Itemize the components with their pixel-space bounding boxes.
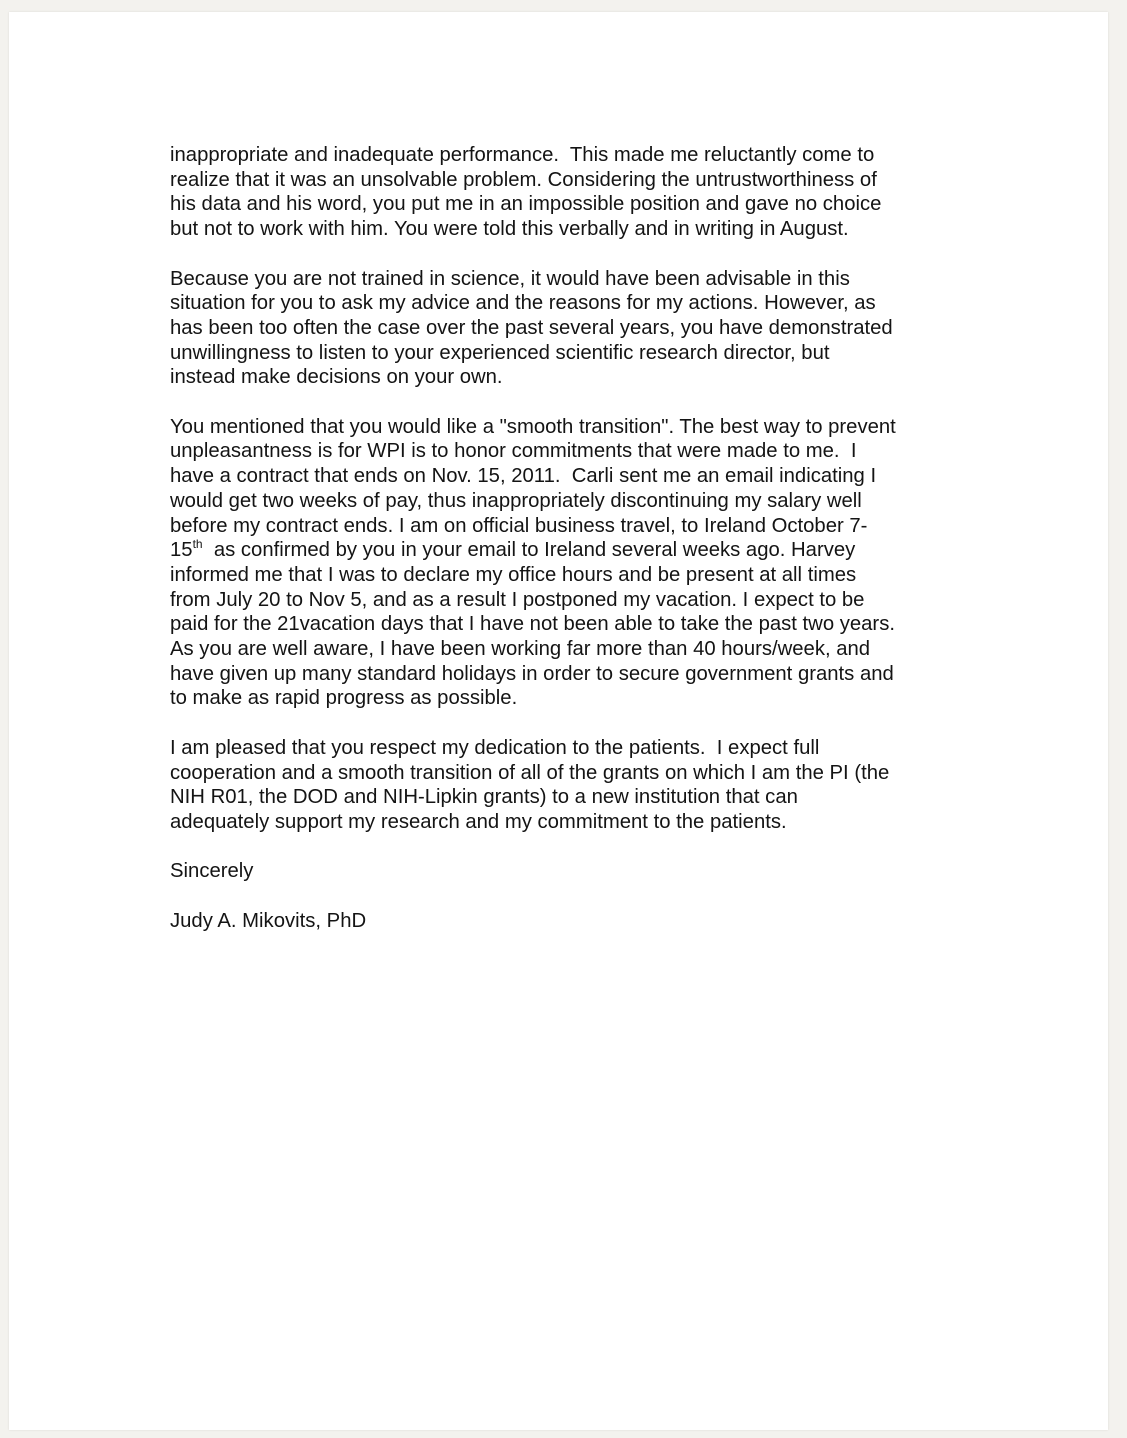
text-line xyxy=(170,538,970,563)
text-line: You mentioned that you would like a "smooth transition". The best way to prevent xyxy=(170,415,896,438)
text-line: paid for the 21vacation days that I have not been able to take the past two years. xyxy=(170,613,895,636)
text-line: As you are well aware, I have been working far more than 40 hours/week, and xyxy=(170,638,871,661)
text-line: would get two weeks of pay, thus inappropriately discontinuing my salary well xyxy=(170,489,862,512)
letter-body xyxy=(170,143,970,958)
text-line: I am pleased that you respect my dedication to the patients. I expect full xyxy=(170,736,820,759)
signature-name: Judy A. Mikovits, PhD xyxy=(170,909,367,932)
text-line: unwillingness to listen to your experienced scientific research director, but xyxy=(170,341,830,364)
text-line: his data and his word, you put me in an impossible position and gave no choice xyxy=(170,193,882,216)
paragraph-performance xyxy=(170,143,970,242)
text-line: realize that it was an unsolvable problem. Considering the untrustworthiness of xyxy=(170,168,877,191)
text-line: informed me that I was to declare my office hours and be present at all times xyxy=(170,563,857,586)
text-line: inappropriate and inadequate performance. This made me reluctantly come to xyxy=(170,144,875,166)
paragraph-smooth-transition xyxy=(170,415,970,711)
text-line: to make as rapid progress as possible. xyxy=(170,687,518,710)
text-line: NIH R01, the DOD and NIH-Lipkin grants) to a new institution that can xyxy=(170,786,798,809)
closing xyxy=(170,859,970,884)
ordinal-suffix: th xyxy=(192,537,203,552)
paragraph-grants xyxy=(170,736,970,835)
text-line: have a contract that ends on Nov. 15, 2011. Carli sent me an email indicating I xyxy=(170,465,877,488)
text-line: have given up many standard holidays in order to secure government grants and xyxy=(170,662,894,685)
text-line: unpleasantness is for WPI is to honor commitments that were made to me. I xyxy=(170,440,857,463)
signature xyxy=(170,909,970,934)
date-number: 15 xyxy=(170,539,193,562)
text-line-rest: as confirmed by you in your email to Ireland several weeks ago. Harvey xyxy=(202,539,856,562)
text-line: adequately support my research and my commitment to the patients. xyxy=(170,810,787,833)
text-line: cooperation and a smooth transition of all of the grants on which I am the PI (the xyxy=(170,761,890,784)
closing-text: Sincerely xyxy=(170,860,254,883)
text-line: before my contract ends. I am on official business travel, to Ireland October 7- xyxy=(170,514,868,537)
text-line: situation for you to ask my advice and the reasons for my actions. However, as xyxy=(170,292,876,315)
text-line: instead make decisions on your own. xyxy=(170,366,503,389)
text-line: Because you are not trained in science, it would have been advisable in this xyxy=(170,267,850,290)
text-line: has been too often the case over the past several years, you have demonstrated xyxy=(170,316,893,339)
text-line: but not to work with him. You were told this verbally and in writing in August. xyxy=(170,218,849,241)
paragraph-science-advice xyxy=(170,267,970,391)
text-line: from July 20 to Nov 5, and as a result I postponed my vacation. I expect to be xyxy=(170,588,865,611)
document-page xyxy=(9,12,1108,1430)
